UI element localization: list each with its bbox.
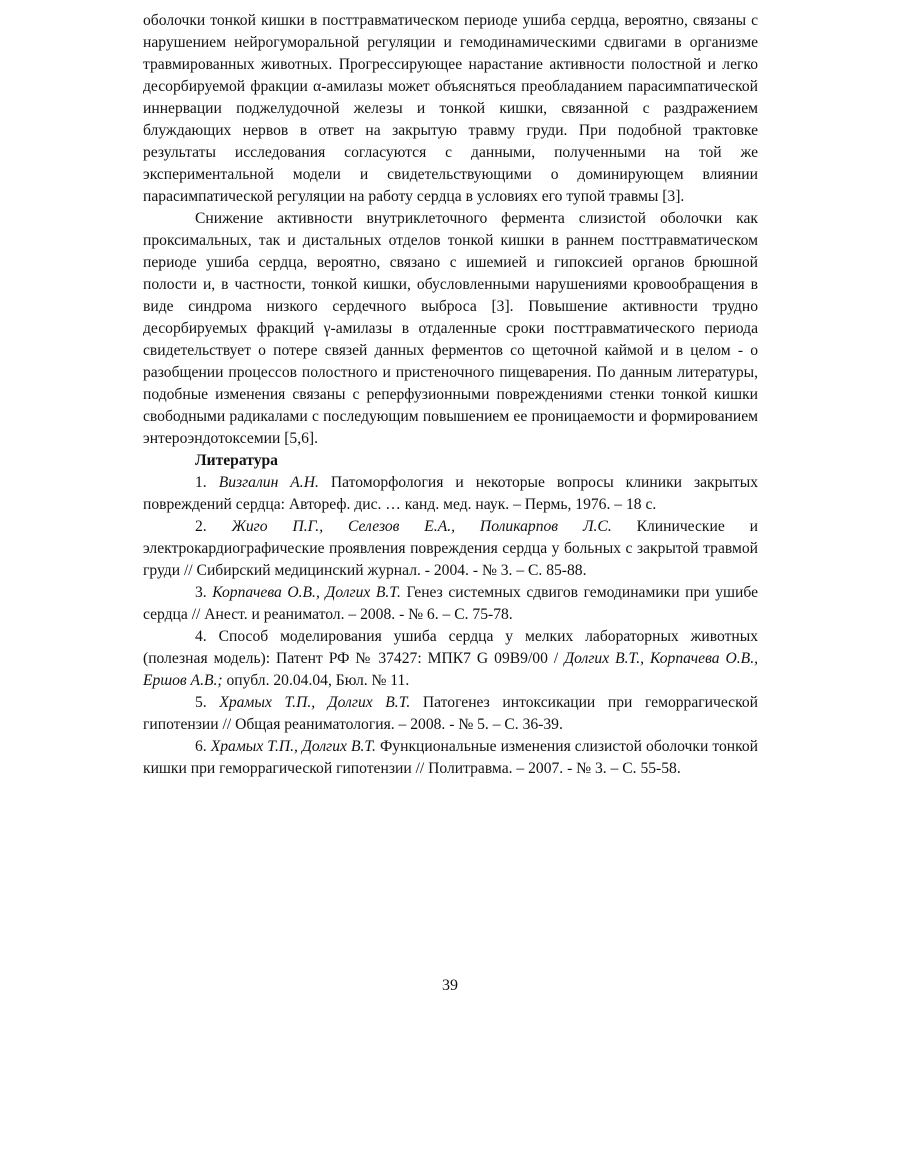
reference-text: Способ моделирования ушиба сердца у мелких лабораторных животных (полезная модель): Патент РФ № 37427: МПК7 G 09B9/00 /: [143, 628, 759, 667]
reference-item-2: [143, 516, 758, 582]
reference-item-6: [143, 736, 758, 780]
reference-text: Патоморфология и некоторые вопросы клиники закрытых повреждений сердца: Автореф. дис. … канд. мед. наук. – Пермь, 1976. – 18 с.: [143, 474, 758, 513]
reference-text: Генез системных сдвигов гемодинамики при ушибе сердца // Анест. и реаниматол. – 2008. - № 6. – С. 75-78.: [143, 584, 758, 623]
reference-authors: Корпачева О.В., Долгих В.Т.: [212, 584, 401, 601]
reference-authors: Жиго П.Г., Селезов Е.А., Поликарпов Л.С.: [231, 518, 612, 535]
reference-authors: Храмых Т.П., Долгих В.Т.: [210, 738, 376, 755]
reference-number: 1.: [195, 474, 219, 491]
reference-text: Функциональные изменения слизистой оболочки тонкой кишки при геморрагической гипотензии // Политравма. – 2007. - № 3. – С. 55-58.: [143, 738, 759, 777]
reference-number: 6.: [195, 738, 211, 755]
reference-item-3: [143, 582, 758, 626]
reference-authors: Долгих В.Т., Корпачева О.В., Ершов А.В.;: [143, 650, 758, 689]
reference-number: 2.: [195, 518, 232, 535]
reference-text: Клинические и электрокардиографические проявления повреждения сердца у больных с закрытой травмой груди // Сибирский медицинский журнал. - 2004. - № 3. – С. 85-88.: [143, 518, 758, 579]
reference-item-1: [143, 472, 758, 516]
reference-text: Патогенез интоксикации при геморрагической гипотензии // Общая реаниматология. – 2008. - № 5. – С. 36-39.: [143, 694, 759, 733]
reference-number: 5.: [195, 694, 220, 711]
body-paragraph-1: оболочки тонкой кишки в посттравматическом периоде ушиба сердца, вероятно, связаны с нарушением нейрогуморальной регуляции и гемодинамическими сдвигами в организме травмированных животных. Прогрессирующее нарастание активности полостной и легко десорбируемой фракции α-амилазы может объясняться преобладанием парасимпатической иннервации поджелудочной железы и тонкой кишки, связанной с раздражением блуждающих нервов в ответ на закрытую травму груди. При подобной трактовке результаты исследования согласуются с данными, полученными на той же экспериментальной модели и свидетельствующими о доминирующем влиянии парасимпатической регуляции на работу сердца в условиях его тупой травмы [3].: [143, 12, 758, 205]
reference-item-5: [143, 692, 758, 736]
reference-authors: Визгалин А.Н.: [218, 474, 319, 491]
reference-tail: опубл. 20.04.04, Бюл. № 11.: [222, 672, 410, 689]
document-page: [143, 10, 758, 780]
references-heading: Литература: [195, 452, 278, 469]
reference-number: 3.: [195, 584, 213, 601]
page-number: 39: [442, 977, 458, 994]
reference-authors: Храмых Т.П., Долгих В.Т.: [219, 694, 411, 711]
reference-number: 4.: [195, 628, 219, 645]
body-paragraph-2: Снижение активности внутриклеточного фермента слизистой оболочки как проксимальных, так и дистальных отделов тонкой кишки в раннем посттравматическом периоде ушиба сердца, вероятно, связано с ишемией и гипоксией органов брюшной полости и, в частности, тонкой кишки, обусловленными нарушениями кровообращения в виде синдрома низкого сердечного выброса [3]. Повышение активности трудно десорбируемых фракций γ-амилазы в отдаленные сроки посттравматического периода свидетельствует о потере связей данных ферментов со щеточной каймой и в целом - о разобщении процессов полостного и пристеночного пищеварения. По данным литературы, подобные изменения связаны с реперфузионными повреждениями стенки тонкой кишки свободными радикалами с последующим повышением ее проницаемости и формированием энтероэндотоксемии [5,6].: [143, 210, 758, 447]
reference-item-4: [143, 626, 758, 692]
